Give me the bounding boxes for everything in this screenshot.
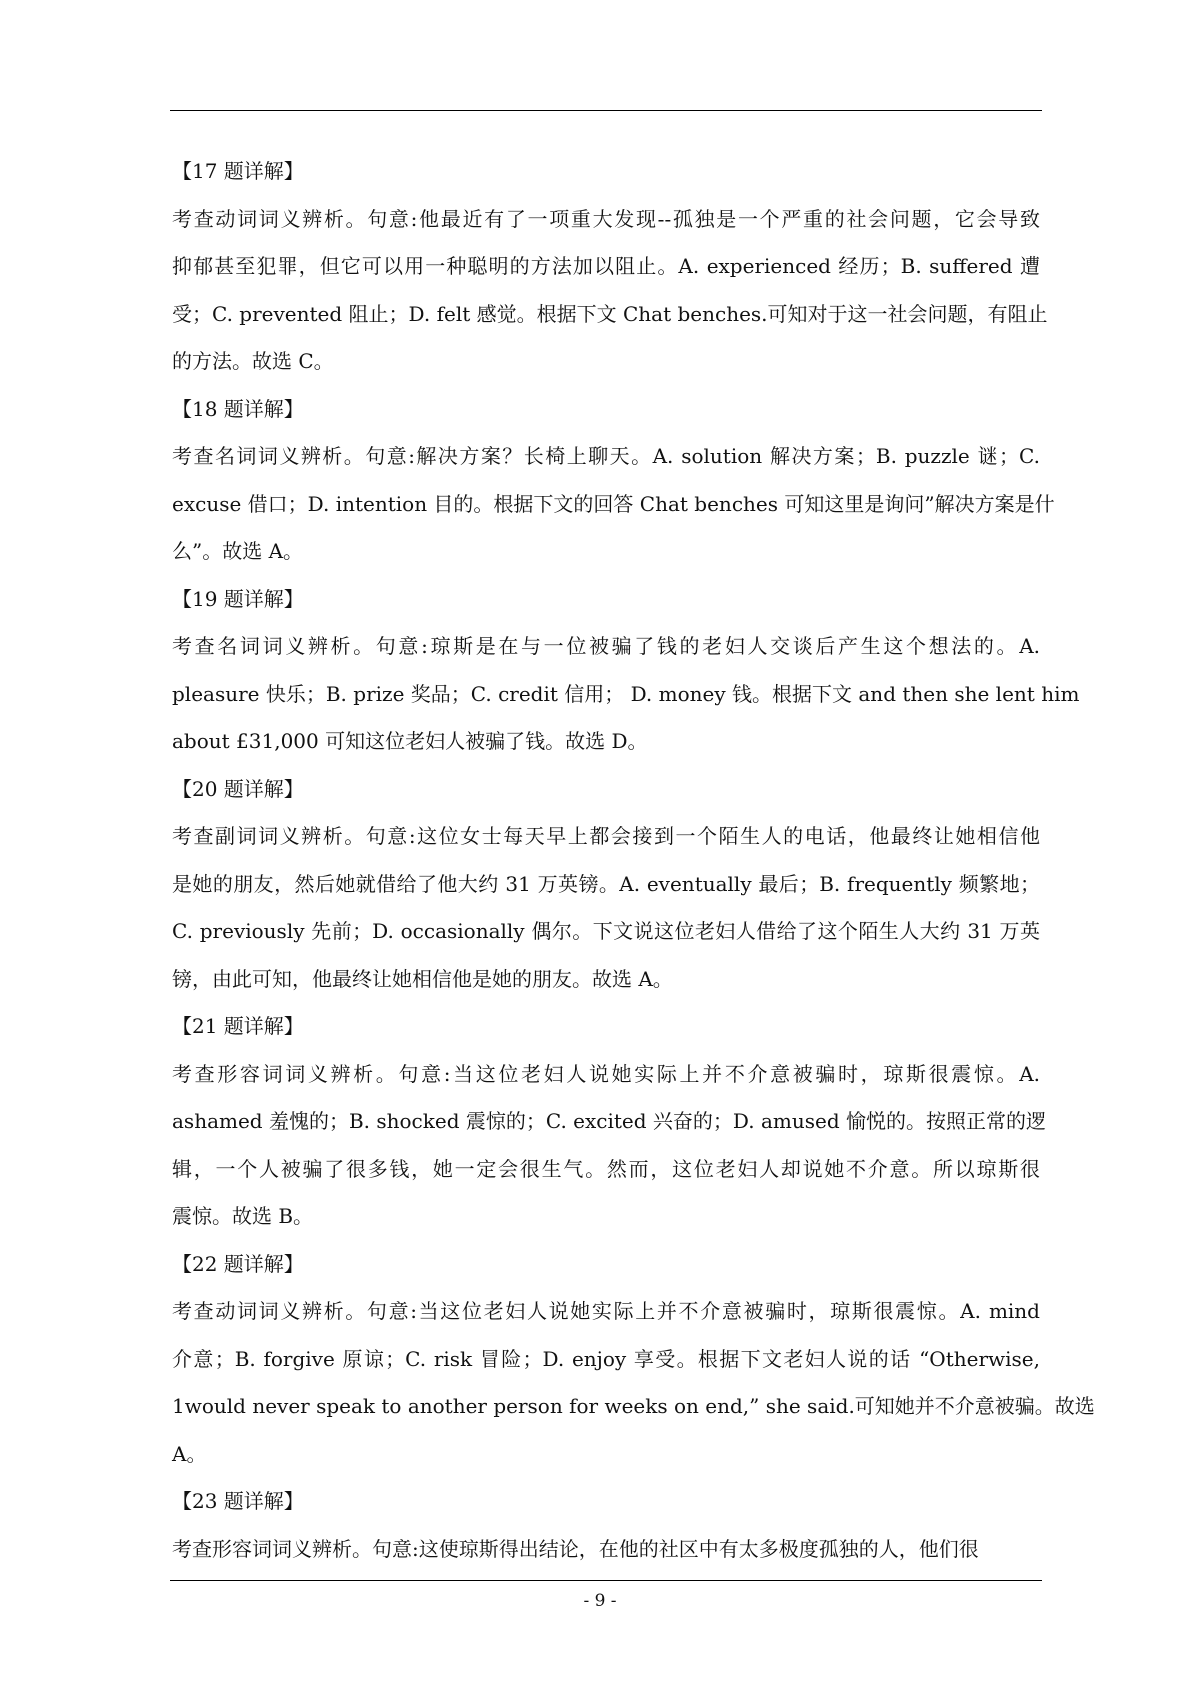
- explanation-line: C. previously 先前；D. occasionally 偶尔。下文说这位老妇人借给了这个陌生人大约 31 万英: [172, 919, 1040, 943]
- explanation-line: A。: [172, 1441, 207, 1466]
- explanation-line: 么”。故选 A。: [172, 539, 304, 563]
- section-heading: 【19 题详解】: [172, 586, 304, 611]
- section-heading: 【23 题详解】: [172, 1489, 304, 1513]
- explanation-line: 受；C. prevented 阻止；D. felt 感觉。根据下文 Chat benches.可知对于这一社会问题，有阻止: [172, 301, 1048, 326]
- section-heading: 【18 题详解】: [172, 396, 304, 421]
- footer-rule: [170, 1580, 1042, 1581]
- section-heading: 【22 题详解】: [172, 1251, 304, 1276]
- explanation-line: 考查副词词义辨析。句意:这位女士每天早上都会接到一个陌生人的电话，他最终让她相信他: [172, 824, 1040, 848]
- section-heading: 【17 题详解】: [172, 159, 304, 183]
- explanation-line: excuse 借口；D. intention 目的。根据下文的回答 Chat benches 可知这里是询问”解决方案是什: [172, 491, 1055, 516]
- explanation-line: 是她的朋友，然后她就借给了他大约 31 万英镑。A. eventually 最后；B. frequently 频繁地；: [172, 871, 1040, 896]
- explanation-line: 考查名词词义辨析。句意:琼斯是在与一位被骗了钱的老妇人交谈后产生这个想法的。A.: [172, 634, 1040, 658]
- explanation-line: pleasure 快乐；B. prize 奖品；C. credit 信用； D. money 钱。根据下文 and then she lent him: [172, 681, 1080, 706]
- explanation-line: 考查名词词义辨析。句意:解决方案？长椅上聊天。A. solution 解决方案；B. puzzle 谜；C.: [172, 444, 1040, 468]
- explanation-line: 辑，一个人被骗了很多钱，她一定会很生气。然而，这位老妇人却说她不介意。所以琼斯很: [172, 1156, 1040, 1181]
- explanation-line: 考查形容词词义辨析。句意:当这位老妇人说她实际上并不介意被骗时，琼斯很震惊。A.: [172, 1061, 1040, 1086]
- explanation-line: 抑郁甚至犯罪，但它可以用一种聪明的方法加以阻止。A. experienced 经历；B. suffered 遭: [172, 254, 1040, 278]
- explanation-line: 震惊。故选 B。: [172, 1204, 314, 1228]
- explanation-line: 考查动词词义辨析。句意:当这位老妇人说她实际上并不介意被骗时，琼斯很震惊。A. mind: [172, 1299, 1040, 1323]
- explanation-line: 介意；B. forgive 原谅；C. risk 冒险；D. enjoy 享受。根据下文老妇人说的话 “Otherwise,: [172, 1346, 1040, 1371]
- explanation-line: 1would never speak to another person for weeks on end,” she said.可知她并不介意被骗。故选: [172, 1394, 1095, 1418]
- section-heading: 【21 题详解】: [172, 1014, 304, 1038]
- section-heading: 【20 题详解】: [172, 776, 304, 801]
- explanation-line: 考查形容词词义辨析。句意:这使琼斯得出结论，在他的社区中有太多极度孤独的人，他们很: [172, 1536, 979, 1561]
- explanation-line: 的方法。故选 C。: [172, 349, 334, 373]
- document-body: [172, 148, 1095, 1573]
- explanation-line: 考查动词词义辨析。句意:他最近有了一项重大发现--孤独是一个严重的社会问题，它会导致: [172, 206, 1040, 231]
- explanation-line: about £31,000 可知这位老妇人被骗了钱。故选 D。: [172, 729, 648, 753]
- explanation-line: 镑，由此可知，他最终让她相信他是她的朋友。故选 A。: [172, 966, 673, 991]
- page-number: - 9 -: [583, 1591, 617, 1611]
- header-rule: [170, 110, 1042, 111]
- explanation-line: ashamed 羞愧的；B. shocked 震惊的；C. excited 兴奋的；D. amused 愉悦的。按照正常的逻: [172, 1109, 1046, 1133]
